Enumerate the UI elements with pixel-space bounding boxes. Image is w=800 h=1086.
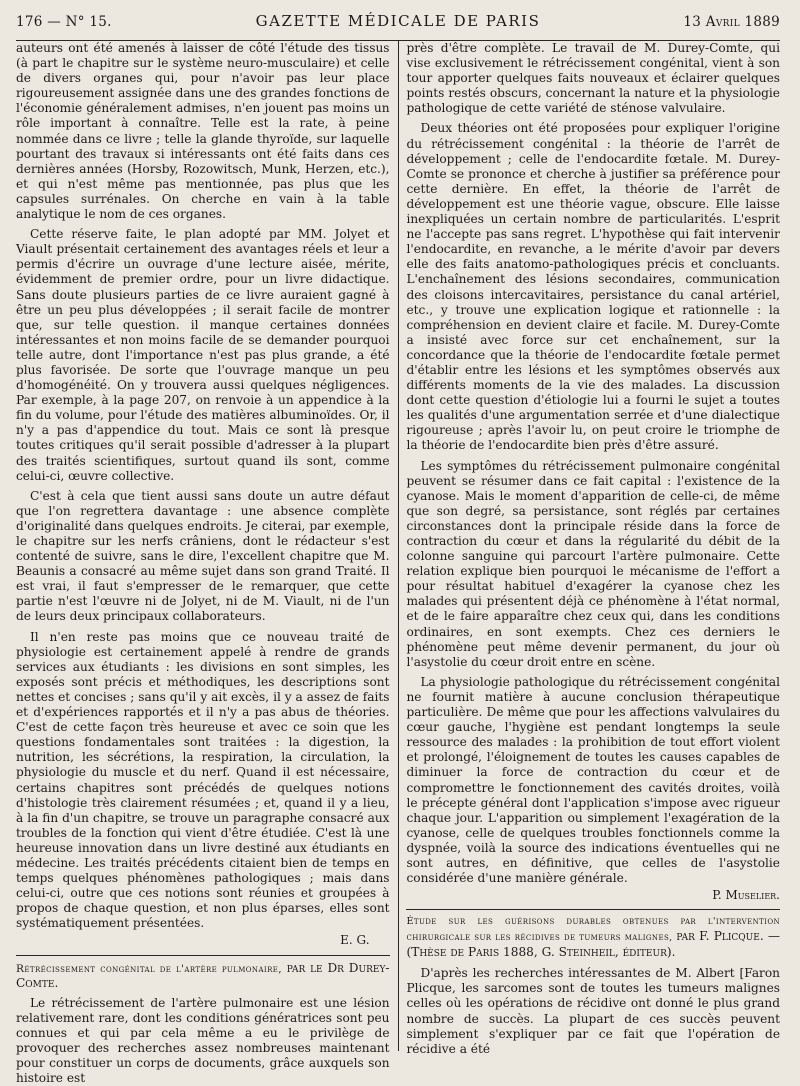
paragraph: C'est à cela que tient aussi sans doute un autre défaut que l'on regrettera davantage : une absence complète d'originalité dans quelques endroits. Je citerai, par exemple, le chapitre sur les nerfs crâniens, dont le rédacteur s'est contenté de suivre, sans le dire, l'excellent chapitre que M. Beaunis a consacré au même sujet dans son grand Traité. Il est vrai, il faut s'empresser de le remarquer, que cette partie n'est l'œuvre ni de Jolyet, ni de M. Viault, ni de l'un de leurs deux principaux collaborateurs.	[16, 488, 390, 624]
section-heading-author: par F. Plicque. — (Thèse de Paris 1888, G. Steinheil, éditeur).	[406, 929, 781, 960]
section-heading-title: Rétrécissement congénital de l'artère pulmonaire,	[16, 962, 283, 975]
left-column	[16, 41, 398, 1085]
paragraph: D'après les recherches intéressantes de M. Albert [Faron Plicque, les sarcomes sont de toutes les tumeurs malignes celles où les opérations de récidive ont donné le plus grand nombre de succès. La plupart de ces succès peuvent simplement s'expliquer par ce fait que l'opération de récidive a été	[406, 966, 780, 1056]
paragraph: Il n'en reste pas moins que ce nouveau traité de physiologie est certainement appelé à rendre de grands services aux étudiants : les divisions en sont simples, les exposés sont précis et méthodiques, les descriptions sont nettes et concises ; sans qu'il y ait excès, il y a assez de faits et d'expériences rapportés et il n'y a pas abus de théories. C'est de cette façon très heureuse et avec ce soin que les questions fondamentales sont traitées : la digestion, la nutrition, les sécrétions, la respiration, la circulation, la physiologie du muscle et du nerf. Quand il est nécessaire, certains chapitres sont précédés de quelques notions d'histologie très clairement résumées ; et, quand il y a lieu, à la fin d'un chapitre, se trouve un paragraphe consacré aux troubles de la fonction qui vient d'être étudiée. C'est là une heureuse innovation dans un livre destiné aux étudiants en médecine. Les traités précédents citaient bien de temps en temps quelques phénomènes pathologiques ; mais dans celui-ci, outre que ces notions sont réunies et groupées à propos de chaque question, et non plus éparses, elles sont systématiquement présentées.	[16, 629, 390, 931]
paragraph: auteurs ont été amenés à laisser de côté l'étude des tissus (à part le chapitre sur le système neuro-musculaire) et celle de divers organes qui, pour n'avoir pas leur place rigoureusement assignée dans une des grandes fonctions de l'économie généralement admises, n'en jouent pas moins un rôle important à connaître. Telle est la rate, à peine nommée dans ce livre ; telle la glande thyroïde, sur laquelle pourtant des travaux si intéressants ont été faits dans ces dernières années (Horsby, Rozowitsch, Munk, Herzen, etc.), et qui n'est même pas mentionnée, pas plus que les capsules surrénales. On cherche en vain à la table analytique le nom de ces organes.	[16, 41, 390, 222]
two-column-body	[16, 41, 781, 1085]
journal-title: GAZETTE MÉDICALE DE PARIS	[255, 12, 541, 30]
section-heading-author: par le Dr Durey-Comte.	[16, 960, 390, 990]
review-signature: E. G.	[340, 933, 370, 948]
page-header	[16, 12, 780, 38]
section-heading	[406, 915, 780, 961]
paragraph: Deux théories ont été proposées pour expliquer l'origine du rétrécissement congénital : la théorie de l'arrêt de développement ; celle de l'endocardite fœtale. M. Durey-Comte se prononce et cherche à justifier sa préférence pour cette dernière. En effet, la théorie de l'arrêt de développement est une théorie vague, obscure. Elle laisse inexpliquées un certain nombre de particularités. L'esprit ne l'accepte pas sans regret. L'hypothèse qui fait intervenir l'endocardite, en revanche, a le mérite d'avoir par devers elle des faits anatomo-pathologiques précis et concluants. L'enchaînement des lésions secondaires, communication des cloisons intercavitaires, persistance du canal artériel, etc., y trouve une explication logique et rationnelle : la compréhension en devient claire et facile. M. Durey-Comte a insisté avec force sur cet enchaînement, sur la concordance que la théorie de l'endocardite fœtale permet d'établir entre les lésions et les symptômes observés aux différents moments de la vie des malades. La discussion dont cette question d'étiologie lui a fourni le sujet a toutes les qualités d'une argumentation serrée et d'une dialectique rigoureuse ; après l'avoir lu, on peut croire le triomphe de la théorie de l'endocardite bien près d'être assuré.	[406, 121, 780, 453]
section-rule	[16, 955, 390, 956]
section-heading-title: Étude sur les guérisons durables obtenues par l'intervention chirurgicale sur les récidives de tumeurs malignes,	[406, 916, 780, 944]
right-column	[398, 41, 781, 1056]
page-number: 176 — N° 15.	[16, 14, 112, 30]
review-signature: P. Muselier.	[712, 888, 780, 903]
section-rule	[406, 909, 780, 910]
paragraph: Le rétrécissement de l'artère pulmonaire est une lésion relativement rare, dont les conditions génératrices sont peu connues et qui par cela même a eu le privilège de provoquer des recherches assez nombreuses maintenant pour constituer un corps de documents, grâce auxquels son histoire est	[16, 995, 390, 1085]
section-heading	[16, 961, 390, 991]
issue-date: 13 Avril 1889	[683, 14, 780, 30]
paragraph: Cette réserve faite, le plan adopté par MM. Jolyet et Viault présentait certainement des avantages réels et leur a permis d'écrire un ouvrage d'une lecture aisée, mérite, évidemment de premier ordre, pour un livre didactique. Sans doute plusieurs parties de ce livre auraient gagné à être un peu plus développées ; il serait facile de montrer que, sur telle question. il manque certaines données intéressantes et non moins facile de se demander pourquoi telle autre, dont l'importance n'est pas plus grande, a été plus favorisée. De sorte que l'ouvrage manque un peu d'homogénéité. On y trouvera aussi quelques négligences. Par exemple, à la page 207, on renvoie à un appendice à la fin du volume, pour l'étude des matières albuminoïdes. Or, il n'y a pas d'appendice du tout. Mais ce sont là presque toutes critiques qu'il serait possible d'adresser à la plupart des traités scientifiques, surtout quand ils sont, comme celui-ci, œuvre collective.	[16, 227, 390, 483]
paragraph: près d'être complète. Le travail de M. Durey-Comte, qui vise exclusivement le rétrécissement congénital, vient à son tour apporter quelques faits nouveaux et éclairer quelques points restés obscurs, concernant la nature et la physiologie pathologique de cette variété de sténose valvulaire.	[406, 41, 780, 116]
paragraph: Les symptômes du rétrécissement pulmonaire congénital peuvent se résumer dans ce fait capital : l'existence de la cyanose. Mais le moment d'apparition de celle-ci, de même que son degré, sa persistance, sont réglés par certaines circonstances dont la principale réside dans la force de contraction du cœur et dans la régularité du débit de la colonne sanguine qui parcourt l'artère pulmonaire. Cette relation explique bien pourquoi le mécanisme de l'effort a pour résultat habituel d'exagérer la cyanose chez les malades qui présentent déjà ce phénomène à l'état normal, et de le faire apparaître chez ceux qui, dans les conditions ordinaires, en sont exempts. Chez ces derniers le phénomène peut même devenir permanent, du jour où l'asystolie du cœur droit entre en scène.	[406, 458, 780, 669]
paragraph: La physiologie pathologique du rétrécissement congénital ne fournit matière à aucune conclusion thérapeutique particulière. De même que pour les affections valvulaires du cœur gauche, l'hygiène est pendant longtemps la seule ressource des malades : la prohibition de tout effort violent et prolongé, l'éloignement de toutes les causes capables de diminuer la force de contraction du cœur et de compromettre le fonctionnement des cavités droites, voilà le précepte général dont l'application s'impose avec rigueur chaque jour. L'apparition ou simplement l'exagération de la cyanose, celle de quelques troubles fonctionnels comme la dyspnée, voilà la source des indications éventuelles qui ne sont autres, en définitive, que celles de l'asystolie considérée d'une manière générale.	[406, 674, 780, 886]
